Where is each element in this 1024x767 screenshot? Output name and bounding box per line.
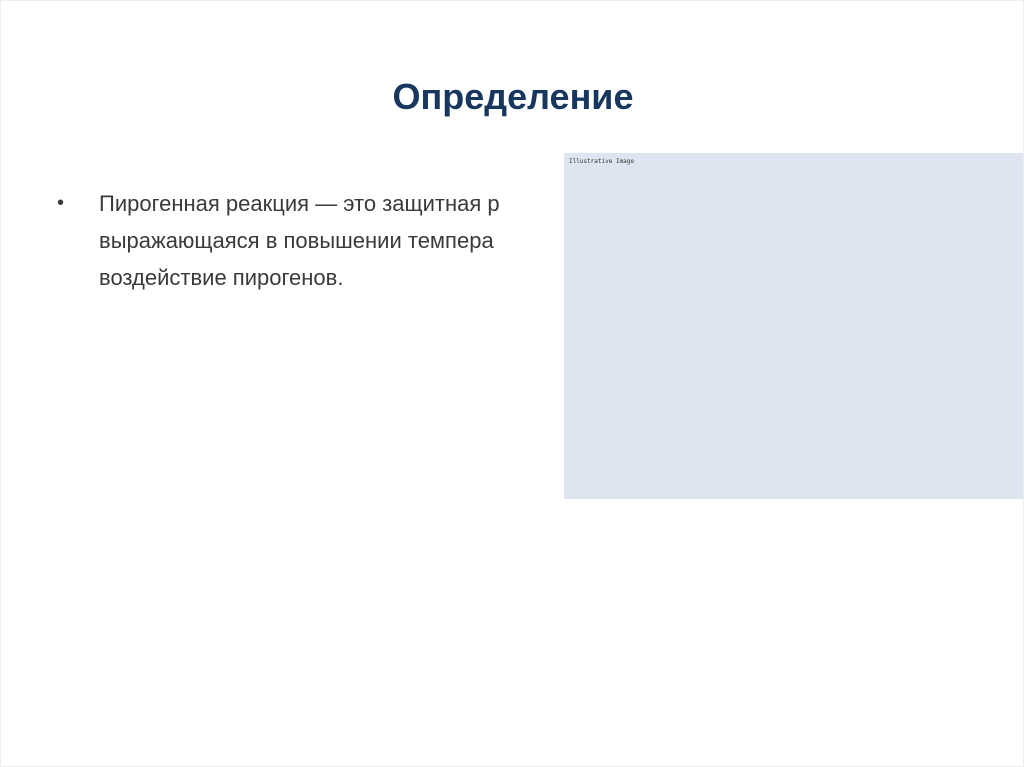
bullet-text-line: выражающаяся в повышении темпера [99,228,494,253]
slide-title: Определение [392,76,634,117]
bullet-marker: • [57,192,65,214]
bullet-text-line: воздействие пирогенов. [99,265,344,290]
illustrative-image-placeholder [564,153,1024,499]
illustration-label: Illustrative Image [569,158,635,165]
bullet-text-line: Пирогенная реакция — это защитная р [99,191,500,216]
